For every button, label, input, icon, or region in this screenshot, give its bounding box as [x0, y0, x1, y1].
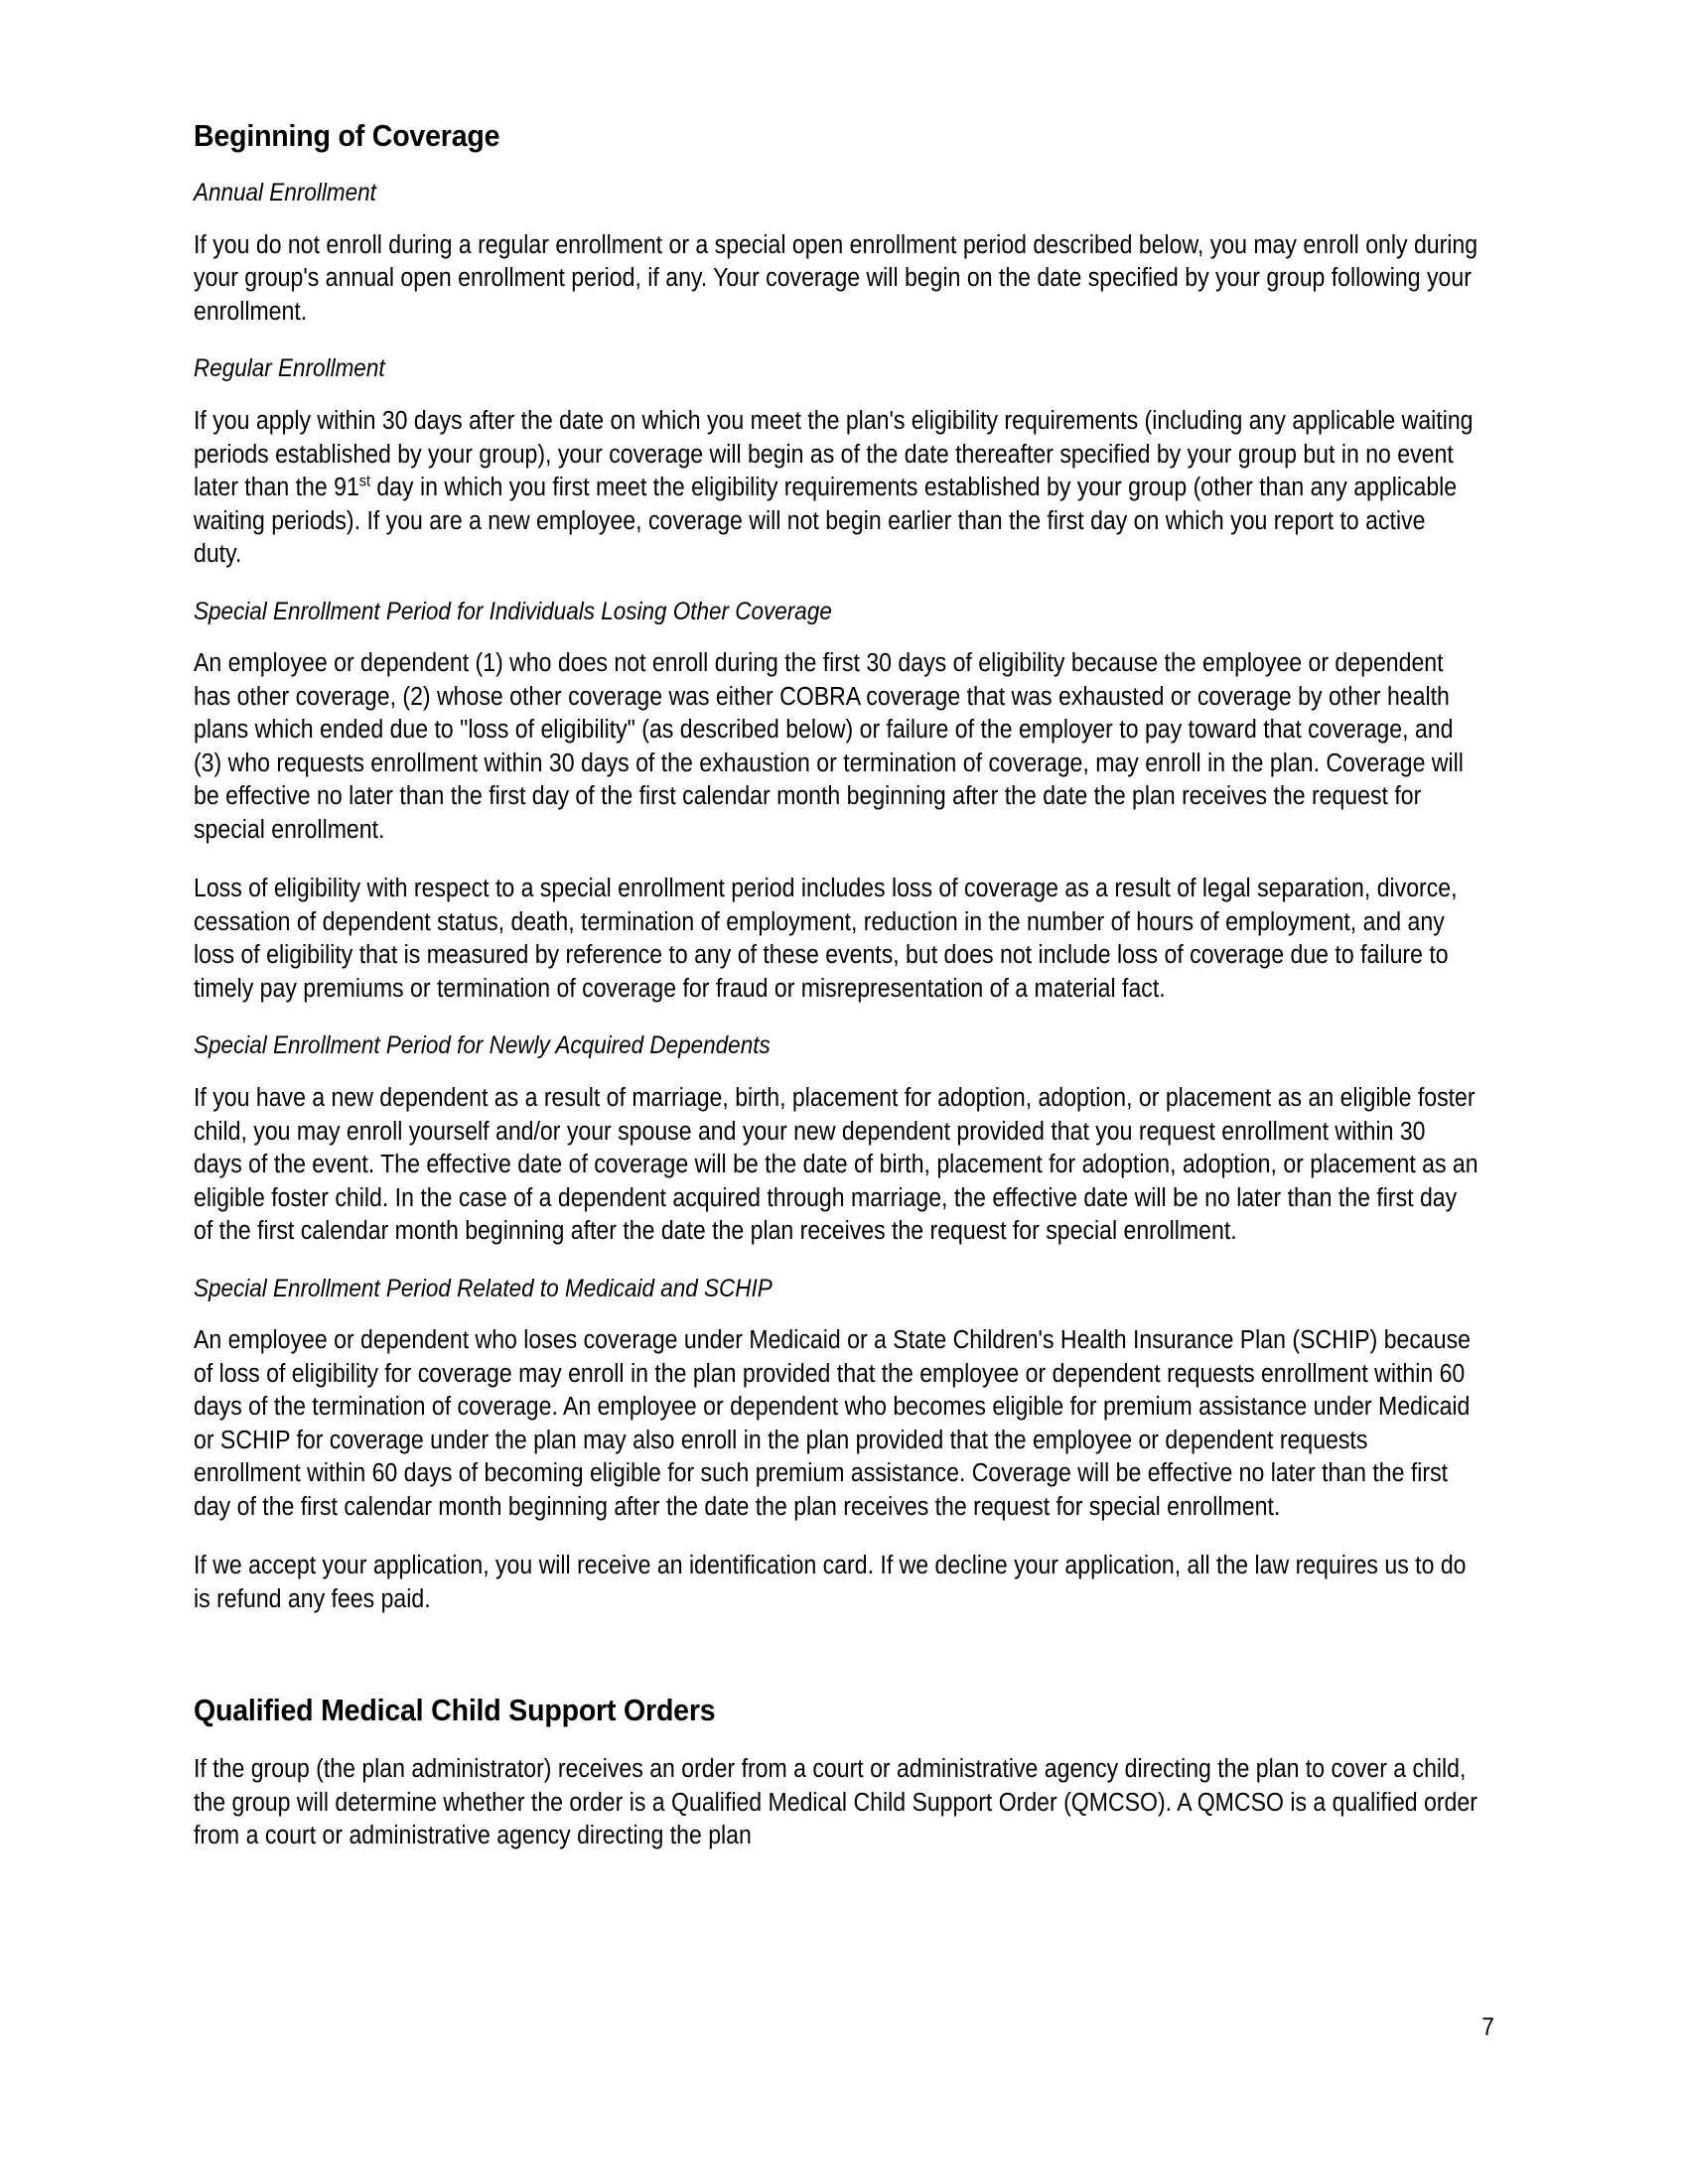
- paragraph-regular-enrollment: [194, 405, 1479, 572]
- ordinal-suffix-superscript: st: [358, 473, 370, 490]
- paragraph-regular-enrollment-part2: day in which you first meet the eligibility requirements established by your group (other than any applicable waiting periods). If you are a new employee, coverage will not begin earlier than the first day on which you report to active duty.: [194, 474, 1458, 569]
- paragraph-regular-enrollment-part1: If you apply within 30 days after the date on which you meet the plan's eligibility requirements (including any applicable waiting periods established by your group), your coverage will begin as of the date thereafter specified by your group but in no event later than the 91: [194, 407, 1474, 502]
- paragraph-medicaid-schip: An employee or dependent who loses coverage under Medicaid or a State Children's Health Insurance Plan (SCHIP) because of loss of eligibility for coverage may enroll in the plan provided that the employee or dependent requests enrollment within 60 days of the termination of coverage. An employee or dependent who becomes eligible for premium assistance under Medicaid or SCHIP for coverage under the plan may also enroll in the plan provided that the employee or dependent requests enrollment within 60 days of becoming eligible for such premium assistance. Coverage will be effective no later than the first day of the first calendar month beginning after the date the plan receives the request for special enrollment.: [194, 1326, 1471, 1521]
- paragraph-losing-other-coverage-2: Loss of eligibility with respect to a special enrollment period includes loss of coverage as a result of legal separation, divorce, cessation of dependent status, death, termination of employment, reduction in the number of hours of employment, and any loss of eligibility that is measured by reference to any of these events, but does not include loss of coverage due to failure to timely pay premiums or termination of coverage for fraud or misrepresentation of a material fact.: [194, 875, 1458, 1003]
- paragraph-qmcso: If the group (the plan administrator) receives an order from a court or administrative agency directing the plan to cover a child, the group will determine whether the order is a Qualified Medical Child Support Order (QMCSO). A QMCSO is a qualified order from a court or administrative agency directing the plan: [194, 1755, 1477, 1850]
- section-title-qmcso: Qualified Medical Child Support Orders: [194, 1693, 716, 1728]
- subheading-regular-enrollment: Regular Enrollment: [194, 354, 385, 383]
- page-title: Beginning of Coverage: [194, 118, 500, 153]
- subheading-annual-enrollment: Annual Enrollment: [194, 179, 376, 207]
- paragraph-application-acceptance: If we accept your application, you will receive an identification card. If we decline your application, all the law requires us to do is refund any fees paid.: [194, 1552, 1467, 1613]
- subheading-newly-acquired-dependents: Special Enrollment Period for Newly Acquired Dependents: [194, 1031, 771, 1060]
- page-number: 7: [1481, 2013, 1494, 2041]
- paragraph-annual-enrollment: If you do not enroll during a regular enrollment or a special open enrollment period described below, you may enroll only during your group's annual open enrollment period, if any. Your coverage will begin on the date specified by your group following your enrollment.: [194, 230, 1478, 326]
- page-content: [194, 119, 1479, 1853]
- subheading-losing-other-coverage: Special Enrollment Period for Individuals Losing Other Coverage: [194, 597, 832, 625]
- subheading-medicaid-schip: Special Enrollment Period Related to Medicaid and SCHIP: [194, 1274, 773, 1302]
- paragraph-losing-other-coverage-1: An employee or dependent (1) who does not enroll during the first 30 days of eligibility because the employee or dependent has other coverage, (2) whose other coverage was either COBRA coverage that was exhausted or coverage by other health plans which ended due to "loss of eligibility" (as described below) or failure of the employer to pay toward that coverage, and (3) who requests enrollment within 30 days of the exhaustion or termination of coverage, may enroll in the plan. Coverage will be effective no later than the first day of the first calendar month beginning after the date the plan receives the request for special enrollment.: [194, 649, 1464, 844]
- paragraph-newly-acquired-dependents: If you have a new dependent as a result of marriage, birth, placement for adoption, adoption, or placement as an eligible foster child, you may enroll yourself and/or your spouse and your new dependent provided that you request enrollment within 30 days of the event. The effective date of coverage will be the date of birth, placement for adoption, adoption, or placement as an eligible foster child. In the case of a dependent acquired through marriage, the effective date will be no later than the first day of the first calendar month beginning after the date the plan receives the request for special enrollment.: [194, 1084, 1478, 1246]
